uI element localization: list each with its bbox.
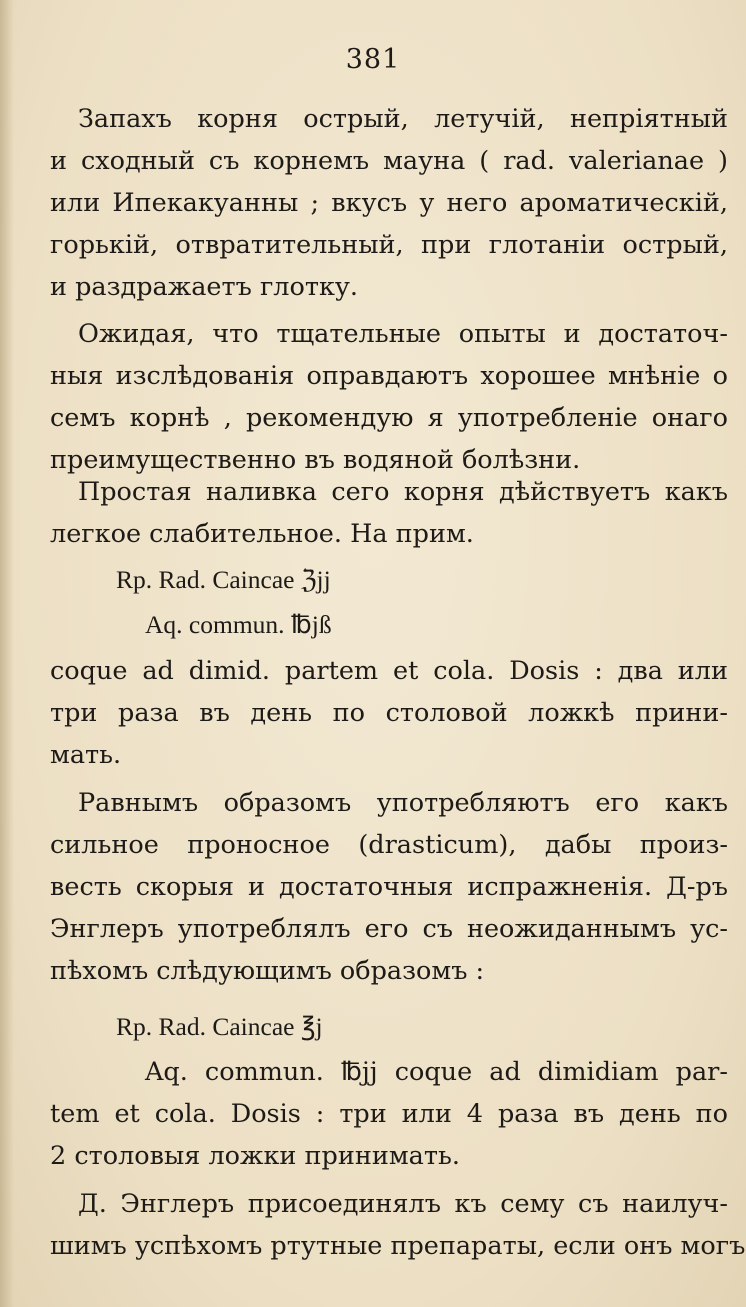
text-line: пѣхомъ слѣдующимъ образомъ : — [50, 956, 485, 986]
text-line: сильное проносное (drasticum), дабы произ- — [50, 830, 728, 860]
text-line: и сходный съ корнемъ мауна ( rad. valerianae ) — [50, 146, 728, 176]
text-line: ныя изслѣдованія оправдаютъ хорошее мнѣніе о — [50, 361, 728, 391]
text-line: или Ипекакуанны ; вкусъ у него ароматическій, — [50, 188, 728, 218]
text-line: Энглеръ употреблялъ его съ неожиданнымъ ус- — [50, 914, 728, 944]
text-line: 2 столовыя ложки принимать. — [50, 1141, 460, 1171]
text-line: легкое слабительное. На прим. — [50, 519, 474, 549]
text-line: Ожидая, что тщательные опыты и достаточ- — [78, 319, 728, 349]
text-line: Д. Энглеръ присоединялъ къ сему съ наилуч- — [78, 1189, 728, 1219]
text-line: преимущественно въ водяной болѣзни. — [50, 445, 581, 475]
page-number: 381 — [345, 44, 401, 75]
text-line: горькій, отвратительный, при глотаніи острый, — [50, 230, 728, 260]
recipe-line: Rp. Rad. Caincae ℥j — [116, 1012, 323, 1041]
page-edge-shadow — [0, 0, 14, 1307]
text-line: Aq. commun. ℔jj coque ad dimidiam par- — [145, 1057, 728, 1087]
text-line: tem et cola. Dosis : три или 4 раза въ день по — [50, 1099, 728, 1129]
text-line: и раздражаетъ глотку. — [50, 272, 359, 302]
text-line: шимъ успѣхомъ ртутные препараты, если онъ могъ — [50, 1231, 746, 1261]
text-line: coque ad dimid. partem et cola. Dosis : два или — [50, 656, 728, 686]
text-line: семъ корнѣ , рекомендую я употребленіе онаго — [50, 403, 728, 433]
text-line: весть скорыя и достаточныя испражненія. Д-ръ — [50, 872, 728, 902]
text-line: три раза въ день по столовой ложкѣ прини- — [50, 698, 728, 728]
recipe-line: Rp. Rad. Caincae ℨjj — [116, 565, 331, 594]
recipe-line: Aq. commun. ℔jß — [145, 610, 332, 639]
text-line: Запахъ корня острый, летучій, непріятный — [78, 104, 728, 134]
text-line: Простая наливка сего корня дѣйствуетъ какъ — [78, 477, 728, 507]
text-line: мать. — [50, 740, 122, 770]
text-line: Равнымъ образомъ употребляютъ его какъ — [78, 788, 728, 818]
